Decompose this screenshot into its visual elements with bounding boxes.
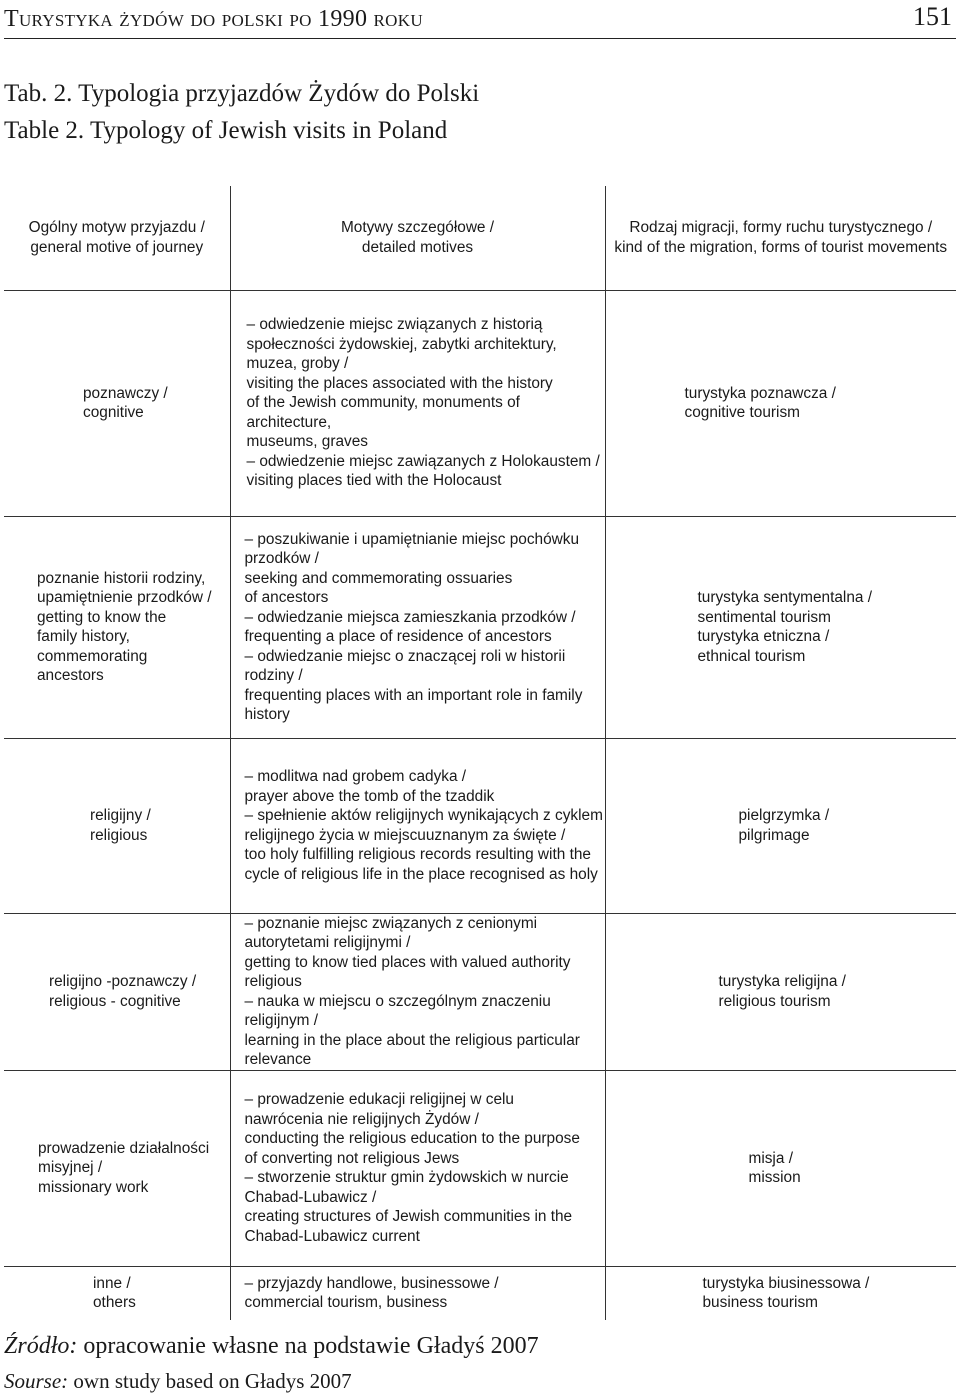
detailed-motives-text: – modlitwa nad grobem cadyka / prayer above the tomb of the tzaddik – spełnienie aktów religijnych wynikających z cyklem religijnego życia w miejscuuznanym za święte / too holy fulfilling religious records resulting with the cycle of religious life in the place recognised as holy xyxy=(244,768,603,883)
source-text-polish: opracowanie własne na podstawie Gładyś 2007 xyxy=(77,1333,539,1359)
header-migration-kind xyxy=(605,186,956,290)
cell-detailed-motives xyxy=(230,290,605,516)
migration-kind-text: pielgrzymka / pilgrimage xyxy=(738,807,830,844)
general-motive-text: inne / others xyxy=(93,1274,136,1312)
header-general-motive xyxy=(4,186,230,290)
table-header-row xyxy=(4,186,956,290)
cell-general-motive xyxy=(4,516,230,738)
cell-general-motive xyxy=(4,1070,230,1266)
header-migration-kind-text: Rodzaj migracji, formy ruchu turystycznego / kind of the migration, forms of tourist movements xyxy=(614,219,948,256)
general-motive-text: prowadzenie działalności misyjnej / missionary work xyxy=(38,1139,210,1196)
source-note-polish xyxy=(4,1333,539,1360)
page-header xyxy=(4,2,956,39)
cell-migration-kind xyxy=(605,1070,956,1266)
table-row xyxy=(4,516,956,738)
cell-migration-kind xyxy=(605,1266,956,1320)
cell-detailed-motives xyxy=(230,1070,605,1266)
detailed-motives-text: – odwiedzenie miejsc związanych z historią społeczności żydowskiej, zabytki architektury, muzea, groby / visiting the places associated with the history of the Jewish community, monuments of architecture, museums, graves – odwiedzenie miejsc zawiązanych z Holokaustem / visiting places tied with the Holocaust xyxy=(246,316,600,490)
cell-detailed-motives xyxy=(230,1266,605,1320)
source-text-english: own study based on Gładys 2007 xyxy=(68,1369,352,1393)
source-label-english: Sourse: xyxy=(4,1369,69,1393)
migration-kind-text: turystyka poznawcza / cognitive tourism xyxy=(684,384,836,421)
cell-detailed-motives xyxy=(230,913,605,1070)
cell-general-motive xyxy=(4,1266,230,1320)
detailed-motives-text: – prowadzenie edukacji religijnej w celu nawrócenia nie religijnych Żydów / conducting the religious education to the purpose of converting not religious Jews – stworzenie struktur gmin żydowskich w nurcie Chabad-Lubawicz / creating structures of Jewish communities in the Chabad-Lubawicz current xyxy=(244,1091,580,1245)
source-note-english xyxy=(4,1369,352,1394)
general-motive-text: religijny / religious xyxy=(90,807,151,844)
detailed-motives-text: – poszukiwanie i upamiętnianie miejsc pochówku przodków / seeking and commemorating ossuaries of ancestors – odwiedzanie miejsca zamieszkania przodków / frequenting a place of residence of ancestors – odwiedzanie miejsc o znaczącej roli w historii rodziny / frequenting places with an important role in family history xyxy=(244,530,583,723)
table-caption-polish: Tab. 2. Typologia przyjazdów Żydów do Polski xyxy=(4,80,480,107)
migration-kind-text: turystyka biusinessowa / business tourism xyxy=(702,1274,870,1312)
cell-migration-kind xyxy=(605,516,956,738)
cell-migration-kind xyxy=(605,913,956,1070)
detailed-motives-text: – poznanie miejsc związanych z cenionymi autorytetami religijnymi / getting to know tied places with valued authority religious – nauka w miejscu o szczególnym znaczeniu religijnym / learning in the place about the religious particular relevance xyxy=(244,914,580,1068)
cell-migration-kind xyxy=(605,290,956,516)
cell-detailed-motives xyxy=(230,738,605,913)
migration-kind-text: turystyka religijna / religious tourism xyxy=(718,973,846,1010)
general-motive-text: poznawczy / cognitive xyxy=(83,384,168,421)
source-label-polish: Źródło: xyxy=(4,1333,78,1359)
table-row xyxy=(4,1070,956,1266)
table-row xyxy=(4,913,956,1070)
table-row xyxy=(4,1266,956,1320)
detailed-motives-text: – przyjazdy handlowe, businessowe / commercial tourism, business xyxy=(244,1274,499,1312)
page-number: 151 xyxy=(913,2,952,31)
cell-migration-kind xyxy=(605,738,956,913)
general-motive-text: poznanie historii rodziny, upamiętnienie przodków / getting to know the family history, commemorating ancestors xyxy=(37,569,212,684)
general-motive-text: religijno -poznawczy / religious - cognitive xyxy=(49,973,197,1010)
cell-detailed-motives xyxy=(230,516,605,738)
migration-kind-text: turystyka sentymentalna / sentimental tourism turystyka etniczna / ethnical tourism xyxy=(697,589,873,665)
header-detailed-motives-text: Motywy szczegółowe / detailed motives xyxy=(340,219,495,256)
typology-table xyxy=(4,186,956,1320)
table-row xyxy=(4,290,956,516)
header-general-motive-text: Ogólny motyw przyjazdu / general motive of journey xyxy=(28,219,205,256)
migration-kind-text: misja / mission xyxy=(748,1149,801,1186)
cell-general-motive xyxy=(4,290,230,516)
running-title: Turystyka żydów do polski po 1990 roku xyxy=(4,6,423,32)
cell-general-motive xyxy=(4,738,230,913)
cell-general-motive xyxy=(4,913,230,1070)
header-detailed-motives xyxy=(230,186,605,290)
table-row xyxy=(4,738,956,913)
table-caption-english: Table 2. Typology of Jewish visits in Poland xyxy=(4,117,448,144)
